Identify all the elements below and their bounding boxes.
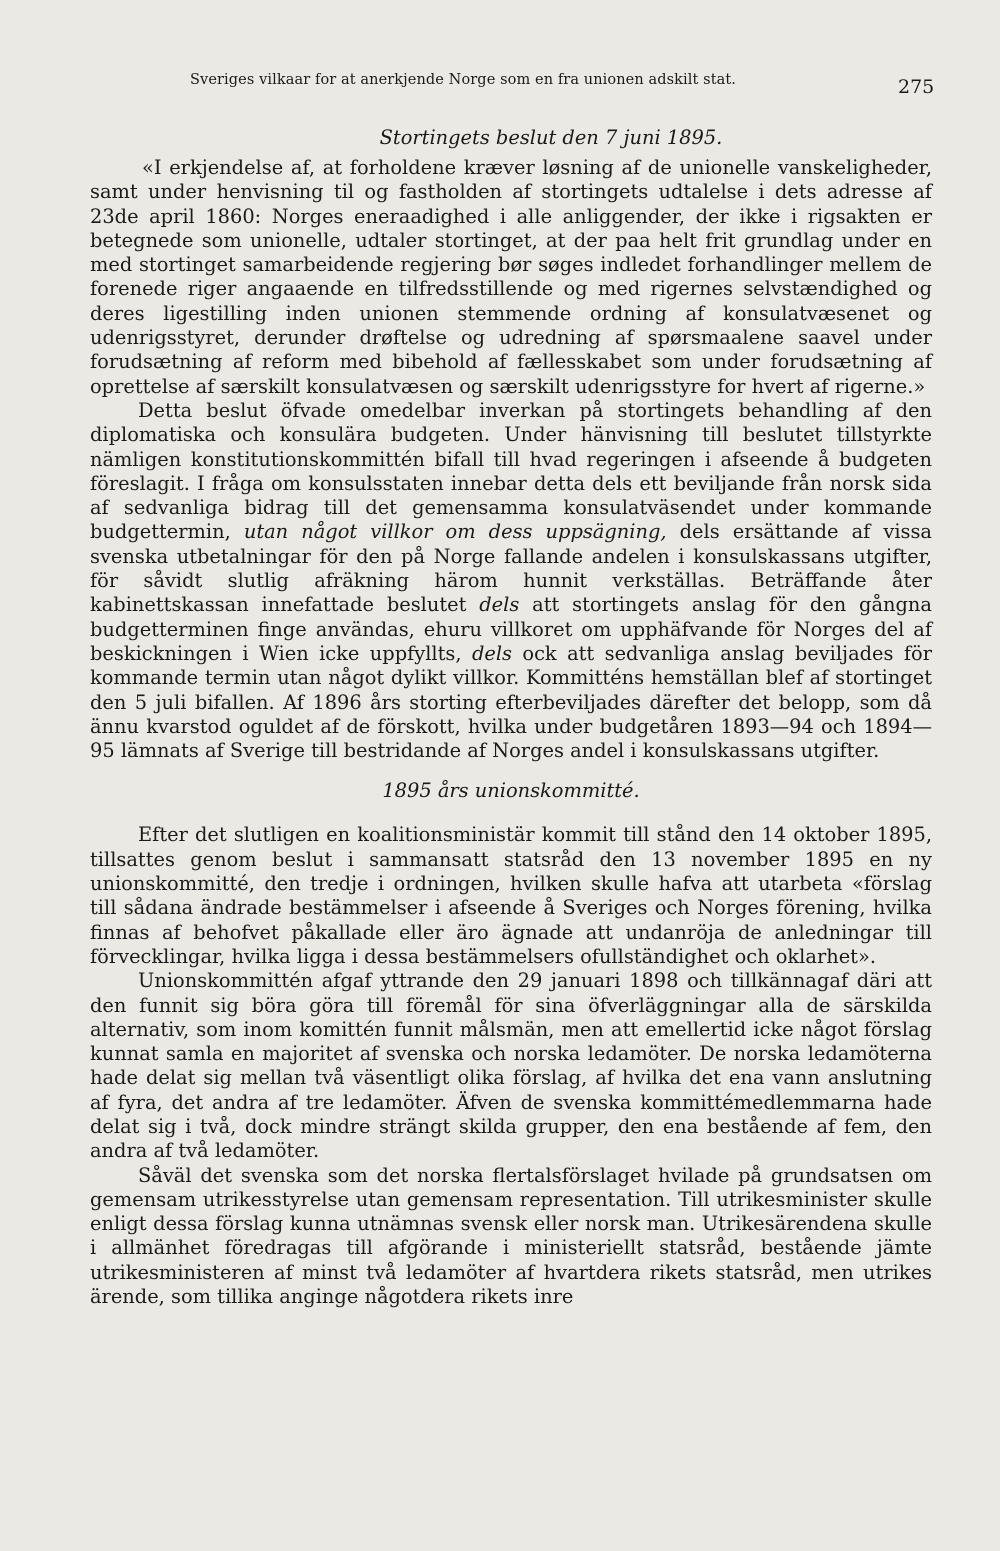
section-heading: Stortingets beslut den 7 juni 1895. xyxy=(379,126,723,149)
italic-text: utan något villkor om dess uppsägning, xyxy=(243,520,667,544)
running-head: Sveriges vilkaar for at anerkjende Norge som en fra unionen adskilt stat. xyxy=(190,72,737,88)
quoted-resolution: «I erkjendelse af, at forholdene kræver løsning af de unionelle vanskeligheder, samt under henvisning til og fastholden af stortingets udtalelse i dets adresse af 23de april 1860: Norges eneraadighed i alle anliggender, der ikke i rigsakten er betegnede som unionelle, udtaler stortinget, at der paa helt frit grundlag under en med stortinget samarbeidende regjering bør søges indledet forhandlinger mellem de forenede riger angaaende en tilfredsstillende og med rigernes selvstændighed og deres ligestilling inden unionen stemmende ordning af konsulatvæsenet og udenrigsstyret, derunder drøftelse og udredning af spørsmaalene saavel under forudsætning af reform med bibehold af fællesskabet som under forudsætning af oprettelse af særskilt konsulatvæsen og særskilt udenrigsstyre for hvert af rigerne.» xyxy=(90,156,932,398)
paragraph xyxy=(90,399,932,763)
page-number: 275 xyxy=(898,76,935,98)
body-text xyxy=(90,126,932,1309)
paragraph: Unionskommittén afgaf yttrande den 29 januari 1898 och tillkännagaf däri att den funnit sig böra göra till föremål för sina öfverläggningar alla de särskilda alternativ, som inom komittén funnit målsmän, men att emellertid icke något förslag kunnat samla en majoritet af svenska och norska ledamöter. De norska ledamöterna hade delat sig mellan två väsentligt olika förslag, af hvilka det ena vann anslutning af fyra, det andra af tre ledamöter. Äfven de svenska kommittémedlemmarna hade delat sig i två, dock mindre strängt skilda grupper, den ena bestående af fem, den andra af två ledamöter. xyxy=(90,969,932,1163)
text-run: Detta beslut öfvade omedelbar inverkan på stortingets behandling af den diplomatiska och konsulära budgeten. Under hänvisning till beslutet tillstyrkte nämligen konstitutionskommittén bifall till hvad regeringen i afseende å budgeten föreslagit. I fråga om konsulsstaten innebar detta dels ett beviljande från norsk sida af sedvanliga bidrag till det gemensamma konsulatväsendet under kommande budgettermin, xyxy=(90,398,932,544)
section-heading: 1895 års unionskommitté. xyxy=(382,779,640,803)
text-run: dels ersättande af vissa svenska utbetalningar för den på Norge fallande andelen i konsulskassans utgifter, för såvidt slutlig afräkning härom hunnit verkställas. Beträffande åter kabinettskassan innefattade beslutet xyxy=(90,520,932,617)
text-run: att stortingets anslag för den gångna budgetterminen finge användas, ehuru villkoret om upphäfvande för Norges del af beskickningen i Wien icke uppfyllts, xyxy=(90,593,932,665)
paragraph: Såväl det svenska som det norska flertalsförslaget hvilade på grundsatsen om gemensam utrikesstyrelse utan gemensam representation. Till utrikesminister skulle enligt dessa förslag kunna utnämnas svensk eller norsk man. Utrikesärendena skulle i allmänhet föredragas till afgörande i ministeriellt statsråd, bestående jämte utrikesministeren af minst två ledamöter af hvartdera rikets statsråd, men utrikes ärende, som tillika anginge någotdera rikets inre xyxy=(90,1163,932,1309)
paragraph: Efter det slutligen en koalitionsministär kommit till stånd den 14 oktober 1895, tillsattes genom beslut i sammansatt statsråd den 13 november 1895 en ny unionskommitté, den tredje i ordningen, hvilken skulle hafva att utarbeta «förslag till sådana ändrade bestämmelser i afseende å Sveriges och Norges förening, hvilka finnas af behofvet påkallade eller äro ägnade att undanröja de anledningar till förvecklingar, hvilka ligga i dessa bestämmelsers ofullständighet och oklarhet». xyxy=(90,823,932,968)
italic-text: dels xyxy=(471,641,512,665)
italic-text: dels xyxy=(479,593,520,617)
text-run: ock att sedvanliga anslag beviljades för kommande termin utan något dylikt villkor. Kommitténs hemställan blef af stortinget den 5 juli bifallen. Af 1896 års storting efterbeviljades därefter det belopp, som då ännu kvarstod oguldet af de förskott, hvilka under budgetåren 1893—94 och 1894—95 lämnats af Sverige till bestridande af Norges andel i konsulskassans utgifter. xyxy=(90,641,932,763)
